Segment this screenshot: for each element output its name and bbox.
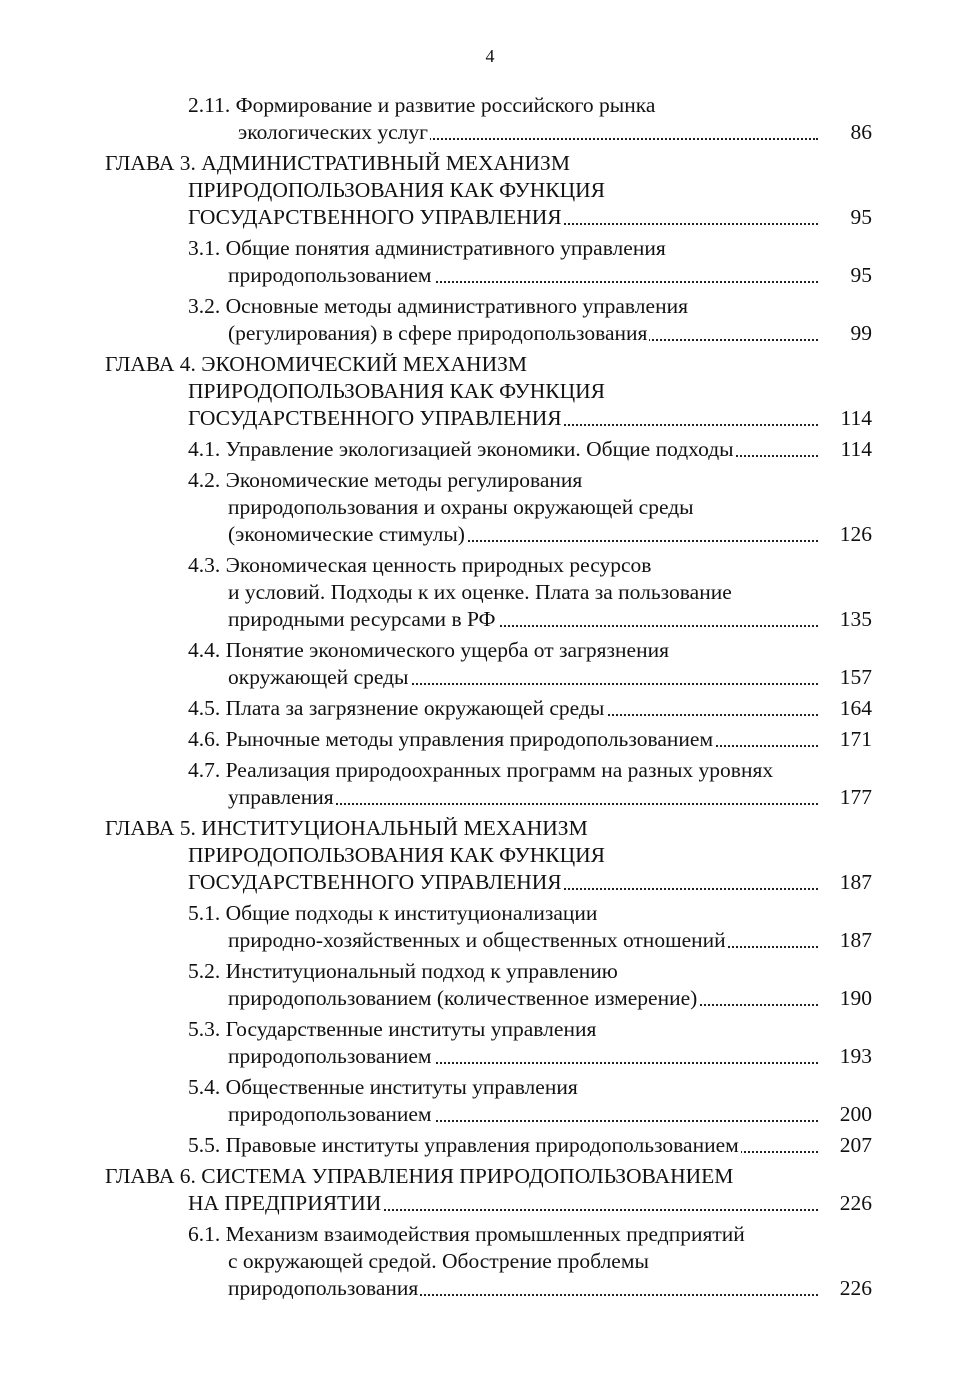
- toc-entry-text: 3.2. Основные методы административного управления: [188, 294, 688, 318]
- toc-entry-line: [228, 1248, 980, 1275]
- toc-entry-text: 5.5. Правовые институты управления природопользованием: [188, 1133, 739, 1157]
- toc-entry-line: [188, 293, 980, 320]
- toc-entry-text: ПРИРОДОПОЛЬЗОВАНИЯ КАК ФУНКЦИЯ: [188, 379, 605, 403]
- toc-page-number: 177: [839, 785, 872, 809]
- toc-page-number: 114: [840, 406, 872, 430]
- toc-entry-text: с окружающей средой. Обострение проблемы: [228, 1249, 649, 1273]
- toc-section-entry: [0, 467, 980, 548]
- toc-entry-text: окружающей среды: [228, 665, 409, 689]
- toc-chapter-entry: [0, 351, 980, 432]
- toc-entry-line: [188, 552, 980, 579]
- toc-entry-text: ГЛАВА 3. АДМИНИСТРАТИВНЫЙ МЕХАНИЗМ: [105, 151, 570, 175]
- toc-entry-text: 5.2. Институциональный подход к управлению: [188, 959, 618, 983]
- toc-chapter-entry: [0, 150, 980, 231]
- toc-entry-line: [188, 900, 980, 927]
- toc-page-number: 207: [839, 1133, 872, 1157]
- toc-section-entry: [0, 293, 980, 347]
- toc-entry-line: [188, 177, 980, 204]
- toc-page-number: 226: [839, 1191, 872, 1215]
- toc-page-number: 200: [839, 1102, 872, 1126]
- toc-chapter-entry: [0, 1163, 980, 1217]
- toc-entry-text: ГОСУДАРСТВЕННОГО УПРАВЛЕНИЯ: [188, 870, 562, 894]
- toc-entry-text: 6.1. Механизм взаимодействия промышленных предприятий: [188, 1222, 745, 1246]
- toc-page-number: 135: [839, 607, 872, 631]
- toc-entry-text: 4.1. Управление экологизацией экономики. Общие подходы: [188, 437, 734, 461]
- toc-section-entry: [0, 92, 980, 146]
- toc-page-number: 86: [850, 120, 872, 144]
- toc-page-number: 187: [839, 870, 872, 894]
- toc-entry-text: 4.6. Рыночные методы управления природопользованием: [188, 727, 714, 751]
- toc-section-entry: [0, 958, 980, 1012]
- toc-section-entry: [0, 552, 980, 633]
- toc-entry-text: 4.2. Экономические методы регулирования: [188, 468, 583, 492]
- toc-entry-text: (экономические стимулы): [228, 522, 465, 546]
- toc-page-number: 95: [850, 205, 872, 229]
- toc-entry-line: [188, 378, 980, 405]
- toc-page-number: 126: [839, 522, 872, 546]
- toc-section-entry: [0, 1016, 980, 1070]
- toc-section-entry: [0, 726, 980, 753]
- toc-page-number: 164: [839, 696, 872, 720]
- toc-page-number: 95: [850, 263, 872, 287]
- toc-entry-line: [105, 351, 980, 378]
- toc-entry-text: ПРИРОДОПОЛЬЗОВАНИЯ КАК ФУНКЦИЯ: [188, 178, 605, 202]
- page-number: 4: [485, 46, 495, 66]
- toc-entry-text: природно-хозяйственных и общественных отношений: [228, 928, 726, 952]
- toc-section-entry: [0, 1132, 980, 1159]
- toc-entry-text: природопользования: [228, 1276, 419, 1300]
- toc-entry-text: 5.4. Общественные институты управления: [188, 1075, 578, 1099]
- toc-entry-line: [188, 1221, 980, 1248]
- toc-entry-text: 4.5. Плата за загрязнение окружающей среды: [188, 696, 605, 720]
- toc-page-number: 187: [839, 928, 872, 952]
- toc-page-number: 114: [840, 437, 872, 461]
- toc-entry-text: природопользованием: [228, 263, 432, 287]
- toc-entry-text: ГЛАВА 5. ИНСТИТУЦИОНАЛЬНЫЙ МЕХАНИЗМ: [105, 816, 588, 840]
- toc-entry-line: [105, 1163, 980, 1190]
- toc-entry-text: и условий. Подходы к их оценке. Плата за пользование: [228, 580, 732, 604]
- table-of-contents: [0, 92, 980, 1306]
- toc-entry-text: 4.7. Реализация природоохранных программ на разных уровнях: [188, 758, 774, 782]
- toc-entry-line: [188, 92, 980, 119]
- toc-entry-line: [188, 757, 980, 784]
- toc-entry-text: 3.1. Общие понятия административного управления: [188, 236, 666, 260]
- toc-page-number: 193: [839, 1044, 872, 1068]
- toc-entry-text: 5.3. Государственные институты управления: [188, 1017, 597, 1041]
- toc-entry-text: ПРИРОДОПОЛЬЗОВАНИЯ КАК ФУНКЦИЯ: [188, 843, 605, 867]
- toc-section-entry: [0, 1074, 980, 1128]
- toc-entry-line: [188, 637, 980, 664]
- toc-entry-text: 5.1. Общие подходы к институционализации: [188, 901, 598, 925]
- toc-section-entry: [0, 1221, 980, 1302]
- toc-entry-line: [188, 235, 980, 262]
- toc-entry-text: экологических услуг: [238, 120, 428, 144]
- toc-entry-line: [105, 150, 980, 177]
- toc-chapter-entry: [0, 815, 980, 896]
- toc-page-number: 226: [839, 1276, 872, 1300]
- toc-page-number: 157: [839, 665, 872, 689]
- toc-entry-text: НА ПРЕДПРИЯТИИ: [188, 1191, 382, 1215]
- toc-entry-text: 4.4. Понятие экономического ущерба от загрязнения: [188, 638, 669, 662]
- toc-entry-line: [228, 579, 980, 606]
- toc-section-entry: [0, 757, 980, 811]
- toc-entry-line: [188, 1016, 980, 1043]
- toc-entry-line: [188, 467, 980, 494]
- toc-entry-line: [228, 494, 980, 521]
- toc-entry-line: [188, 958, 980, 985]
- toc-entry-text: (регулирования) в сфере природопользования: [228, 321, 648, 345]
- toc-entry-line: [105, 815, 980, 842]
- toc-entry-text: ГЛАВА 4. ЭКОНОМИЧЕСКИЙ МЕХАНИЗМ: [105, 352, 527, 376]
- toc-entry-text: 4.3. Экономическая ценность природных ресурсов: [188, 553, 652, 577]
- toc-section-entry: [0, 695, 980, 722]
- toc-entry-text: природопользованием: [228, 1102, 432, 1126]
- toc-section-entry: [0, 900, 980, 954]
- toc-entry-text: природопользования и охраны окружающей среды: [228, 495, 694, 519]
- toc-entry-text: ГОСУДАРСТВЕННОГО УПРАВЛЕНИЯ: [188, 205, 562, 229]
- toc-entry-text: ГЛАВА 6. СИСТЕМА УПРАВЛЕНИЯ ПРИРОДОПОЛЬЗОВАНИЕМ: [105, 1164, 734, 1188]
- toc-entry-line: [188, 1074, 980, 1101]
- toc-page-number: 99: [850, 321, 872, 345]
- toc-entry-text: управления: [228, 785, 334, 809]
- toc-page-number: 171: [839, 727, 872, 751]
- toc-section-entry: [0, 235, 980, 289]
- toc-entry-text: природопользованием (количественное измерение): [228, 986, 698, 1010]
- toc-entry-text: 2.11. Формирование и развитие российского рынка: [188, 93, 656, 117]
- toc-entry-text: ГОСУДАРСТВЕННОГО УПРАВЛЕНИЯ: [188, 406, 562, 430]
- toc-entry-line: [188, 842, 980, 869]
- toc-entry-text: природными ресурсами в РФ: [228, 607, 496, 631]
- toc-section-entry: [0, 436, 980, 463]
- toc-entry-text: природопользованием: [228, 1044, 432, 1068]
- toc-page-number: 190: [839, 986, 872, 1010]
- toc-section-entry: [0, 637, 980, 691]
